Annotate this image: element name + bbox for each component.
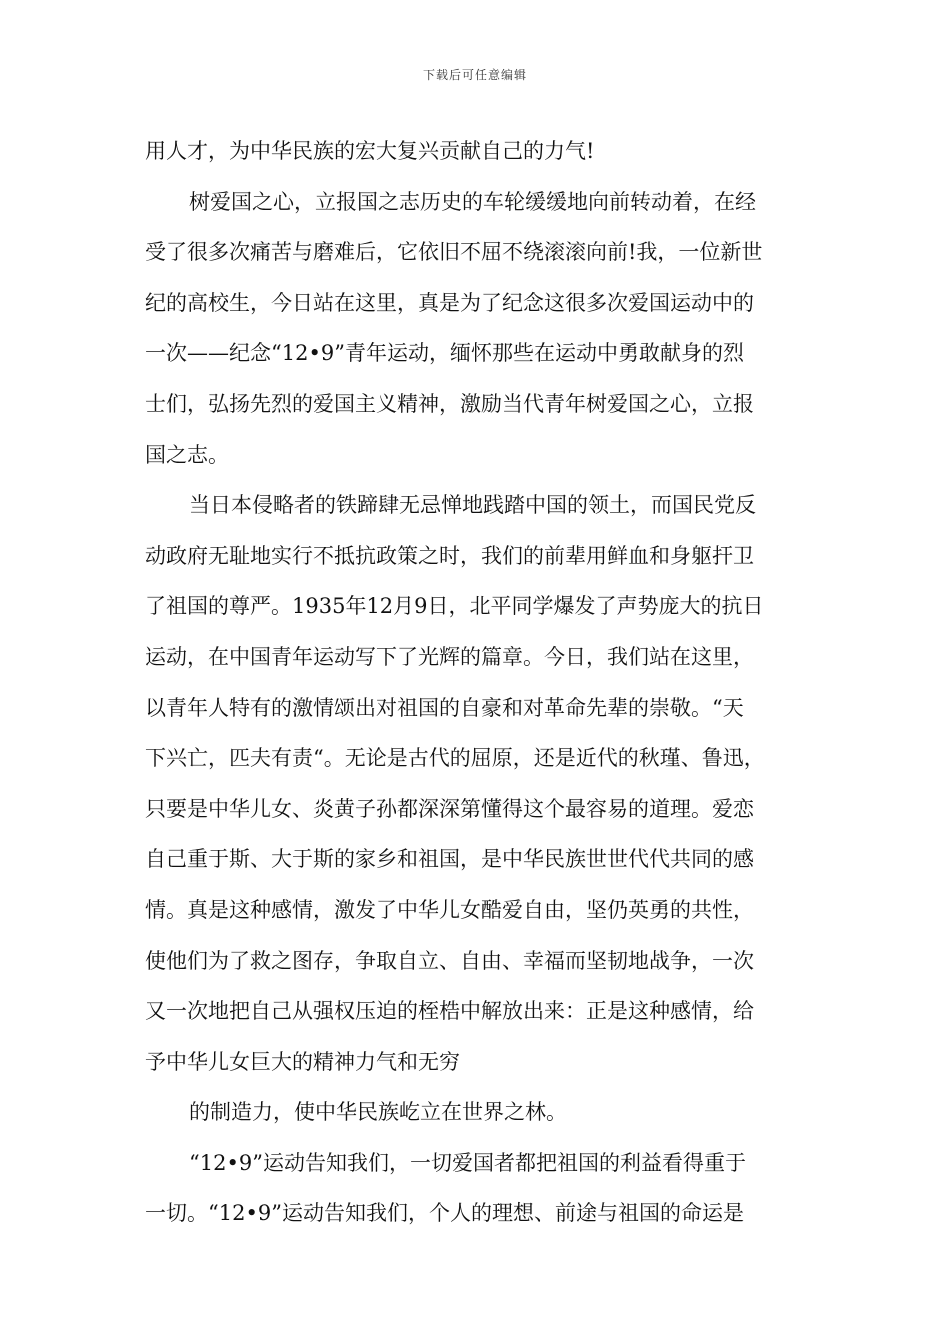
- text-line: 使他们为了救之图存，争取自立、自由、幸福而坚韧地战争，一次: [145, 948, 754, 973]
- text-line: 运动，在中国青年运动写下了光辉的篇章。今日，我们站在这里，: [145, 644, 754, 669]
- text-line: 了祖国的尊严。1935年12月9日，北平同学爆发了声势庞大的抗日: [145, 594, 764, 619]
- text-line: 士们，弘扬先烈的爱国主义精神，激励当代青年树爱国之心，立报: [145, 391, 754, 416]
- text-line: 又一次地把自己从强权压迫的桎梏中解放出来：正是这种感情，给: [145, 999, 754, 1024]
- text-line: 只要是中华儿女、炎黄子孙都深深第懂得这个最容易的道理。爱恋: [145, 796, 754, 821]
- text-line: 下兴亡，匹夫有责“。无论是古代的屈原，还是近代的秋瑾、鲁迅，: [145, 746, 765, 771]
- text-line: 自己重于斯、大于斯的家乡和祖国，是中华民族世世代代共同的感: [145, 847, 754, 872]
- text-line: 一次——纪念“12•9”青年运动，缅怀那些在运动中勇敢献身的烈: [145, 341, 744, 366]
- text-line: 当日本侵略者的铁蹄肆无忌惮地践踏中国的领土，而国民党反: [189, 493, 756, 518]
- text-line: 予中华儿女巨大的精神力气和无穷: [145, 1049, 460, 1074]
- text-line: 树爱国之心，立报国之志历史的车轮缓缓地向前转动着，在经: [189, 189, 756, 214]
- text-line: 情。真是这种感情，激发了中华儿女酷爱自由，坚仍英勇的共性，: [145, 897, 754, 922]
- text-line: 一切。“12•9”运动告知我们，个人的理想、前途与祖国的命运是: [145, 1201, 744, 1226]
- text-line: 的制造力，使中华民族屹立在世界之林。: [189, 1100, 567, 1125]
- text-line: 国之志。: [145, 442, 229, 467]
- text-line: 以青年人特有的激情颂出对祖国的自豪和对革命先辈的崇敬。“天: [145, 695, 744, 720]
- text-line: 动政府无耻地实行不抵抗政策之时，我们的前辈用鲜血和身躯扞卫: [145, 543, 754, 568]
- text-line: 用人才，为中华民族的宏大复兴贡献自己的力气!: [145, 139, 595, 163]
- text-line: 受了很多次痛苦与磨难后，它依旧不屈不绕滚滚向前!我，一位新世: [145, 240, 763, 265]
- body-text: [145, 126, 807, 1239]
- text-line: 纪的高校生，今日站在这里，真是为了纪念这很多次爱国运动中的: [145, 290, 754, 315]
- page-header: 下载后可任意编辑: [422, 68, 527, 82]
- text-line: “12•9”运动告知我们，一切爱国者都把祖国的利益看得重于: [189, 1150, 746, 1175]
